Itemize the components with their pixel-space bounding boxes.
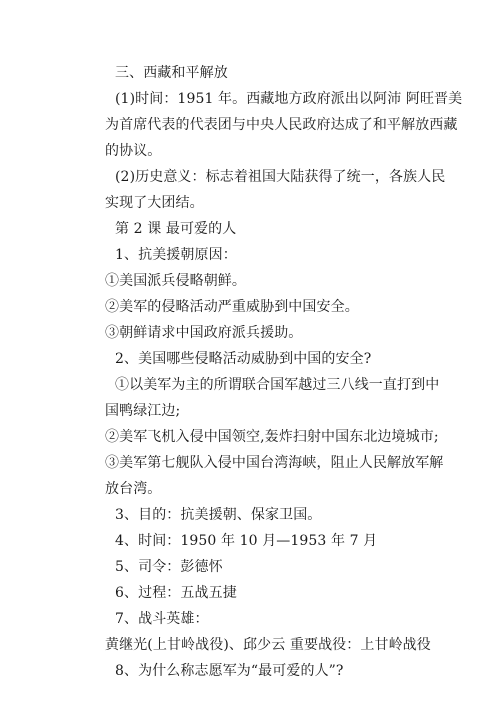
paragraph-line: 为首席代表的代表团与中央人民政府达成了和平解放西藏 [105,117,458,133]
list-heading: 3、目的：抗美援朝、保家卫国。 [115,507,322,523]
document-body [105,60,463,684]
lesson-title: 第 2 课 最可爱的人 [115,221,237,237]
paragraph-line: 实现了大团结。 [105,195,204,211]
list-heading: 2、美国哪些侵略活动威胁到中国的安全? [115,351,372,367]
paragraph-line: 的协议。 [105,143,162,159]
list-item: 放台湾。 [105,481,162,497]
list-item: ①美国派兵侵略朝鲜。 [105,273,246,289]
paragraph-line: 黄继光(上甘岭战役)、邱少云 重要战役：上甘岭战役 [105,637,431,653]
list-item: ③美军第七舰队入侵中国台湾海峡，阻止人民解放军解 [105,455,444,471]
list-heading: 8、为什么称志愿军为“最可爱的人”? [115,663,344,679]
list-item: ②美军的侵略活动严重威胁到中国安全。 [105,299,359,315]
list-heading: 1、抗美援朝原因： [115,247,237,263]
list-heading: 7、战斗英雄： [115,611,209,627]
section-heading: 三、西藏和平解放 [115,65,228,81]
list-heading: 4、时间：1950 年 10 月—1953 年 7 月 [115,533,378,549]
list-item: 国鸭绿江边; [105,403,181,419]
list-heading: 5、司令：彭德怀 [115,559,223,575]
paragraph-line: (2)历史意义：标志着祖国大陆获得了统一，各族人民 [115,169,446,185]
list-heading: 6、过程：五战五捷 [115,585,237,601]
list-item: ②美军飞机入侵中国领空,轰炸扫射中国东北边境城市; [105,429,439,445]
list-item: ①以美军为主的所谓联合国军越过三八线一直打到中 [115,377,440,393]
list-item: ③朝鲜请求中国政府派兵援助。 [105,325,303,341]
paragraph-line: (1)时间：1951 年。西藏地方政府派出以阿沛 阿旺晋美 [115,91,463,107]
